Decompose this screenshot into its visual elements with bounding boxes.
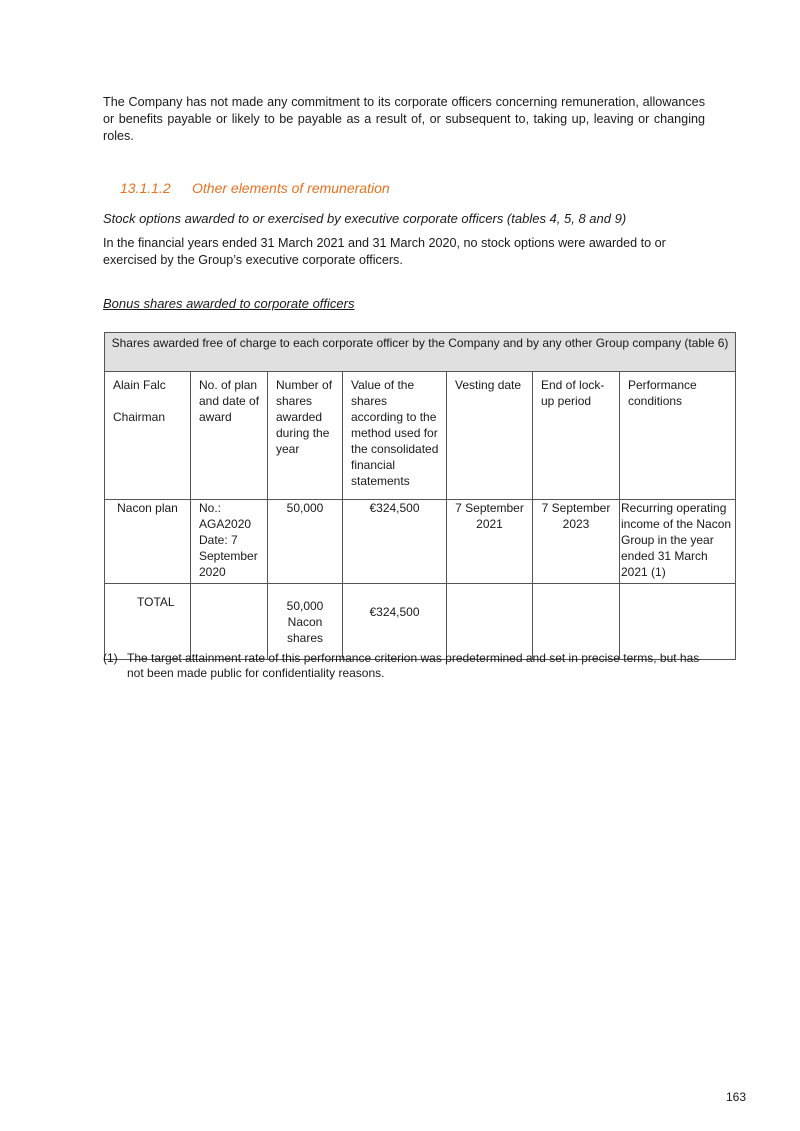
bonus-shares-table (104, 332, 736, 660)
total-empty-plan (191, 584, 268, 660)
stock-options-paragraph: In the financial years ended 31 March 2021 and 31 March 2020, no stock options were awarded to or exercised by the Group’s executive corporate officers. (103, 236, 666, 267)
total-shares: 50,000 (286, 599, 324, 613)
header-vesting: Vesting date (447, 372, 533, 500)
footnote-text: The target attainment rate of this performance criterion was predetermined and set in precise terms, but has not been made public for confidentiality reasons. (127, 651, 700, 680)
total-shares-cell (268, 584, 343, 660)
total-empty-vesting (447, 584, 533, 660)
table-row (105, 500, 736, 584)
total-empty-lockup (533, 584, 620, 660)
footnote-marker: (1) (103, 651, 118, 665)
total-label: TOTAL (105, 584, 191, 660)
total-value: €324,500 (343, 584, 447, 660)
total-shares-unit: Nacon shares (286, 615, 324, 645)
header-plan: No. of plan and date of award (191, 372, 268, 500)
table-header-row (105, 372, 736, 500)
shares-cell: 50,000 (268, 500, 343, 584)
intro-paragraph: The Company has not made any commitment to its corporate officers concerning remuneration, allowances or benefits payable or likely to be payable as a result of, or subsequent to, taking up, leaving or changing roles. (103, 95, 705, 143)
section-number: 13.1.1.2 (120, 180, 171, 196)
table-caption: Shares awarded free of charge to each corporate officer by the Company and by any other Group company (table 6) (105, 333, 736, 372)
bonus-shares-heading: Bonus shares awarded to corporate officers (103, 296, 355, 311)
plan-cell: Nacon plan (105, 500, 191, 584)
value-cell: €324,500 (343, 500, 447, 584)
total-empty-conditions (620, 584, 736, 660)
section-heading (120, 180, 390, 196)
plan-number-cell (191, 500, 268, 584)
header-value: Value of the shares according to the method used for the consolidated financial statements (343, 372, 447, 500)
stock-options-heading: Stock options awarded to or exercised by executive corporate officers (tables 4, 5, 8 and 9) (103, 211, 627, 226)
page-number: 163 (725, 1090, 746, 1104)
section-title: Other elements of remuneration (192, 180, 390, 196)
officer-cell (105, 372, 191, 500)
header-conditions: Performance conditions (620, 372, 736, 500)
header-shares: Number of shares awarded during the year (268, 372, 343, 500)
header-lockup: End of lock-up period (533, 372, 620, 500)
footnote (103, 651, 713, 681)
table-total-row (105, 584, 736, 660)
vesting-cell: 7 September 2021 (447, 500, 533, 584)
officer-role: Chairman (113, 410, 166, 424)
lockup-cell: 7 September 2023 (533, 500, 620, 584)
officer-name: Alain Falc (113, 378, 166, 392)
conditions-cell: Recurring operating income of the Nacon Group in the year ended 31 March 2021 (1) (620, 500, 736, 584)
plan-number: No.: AGA2020 (199, 501, 252, 531)
award-date: Date: 7 September 2020 (199, 533, 258, 579)
